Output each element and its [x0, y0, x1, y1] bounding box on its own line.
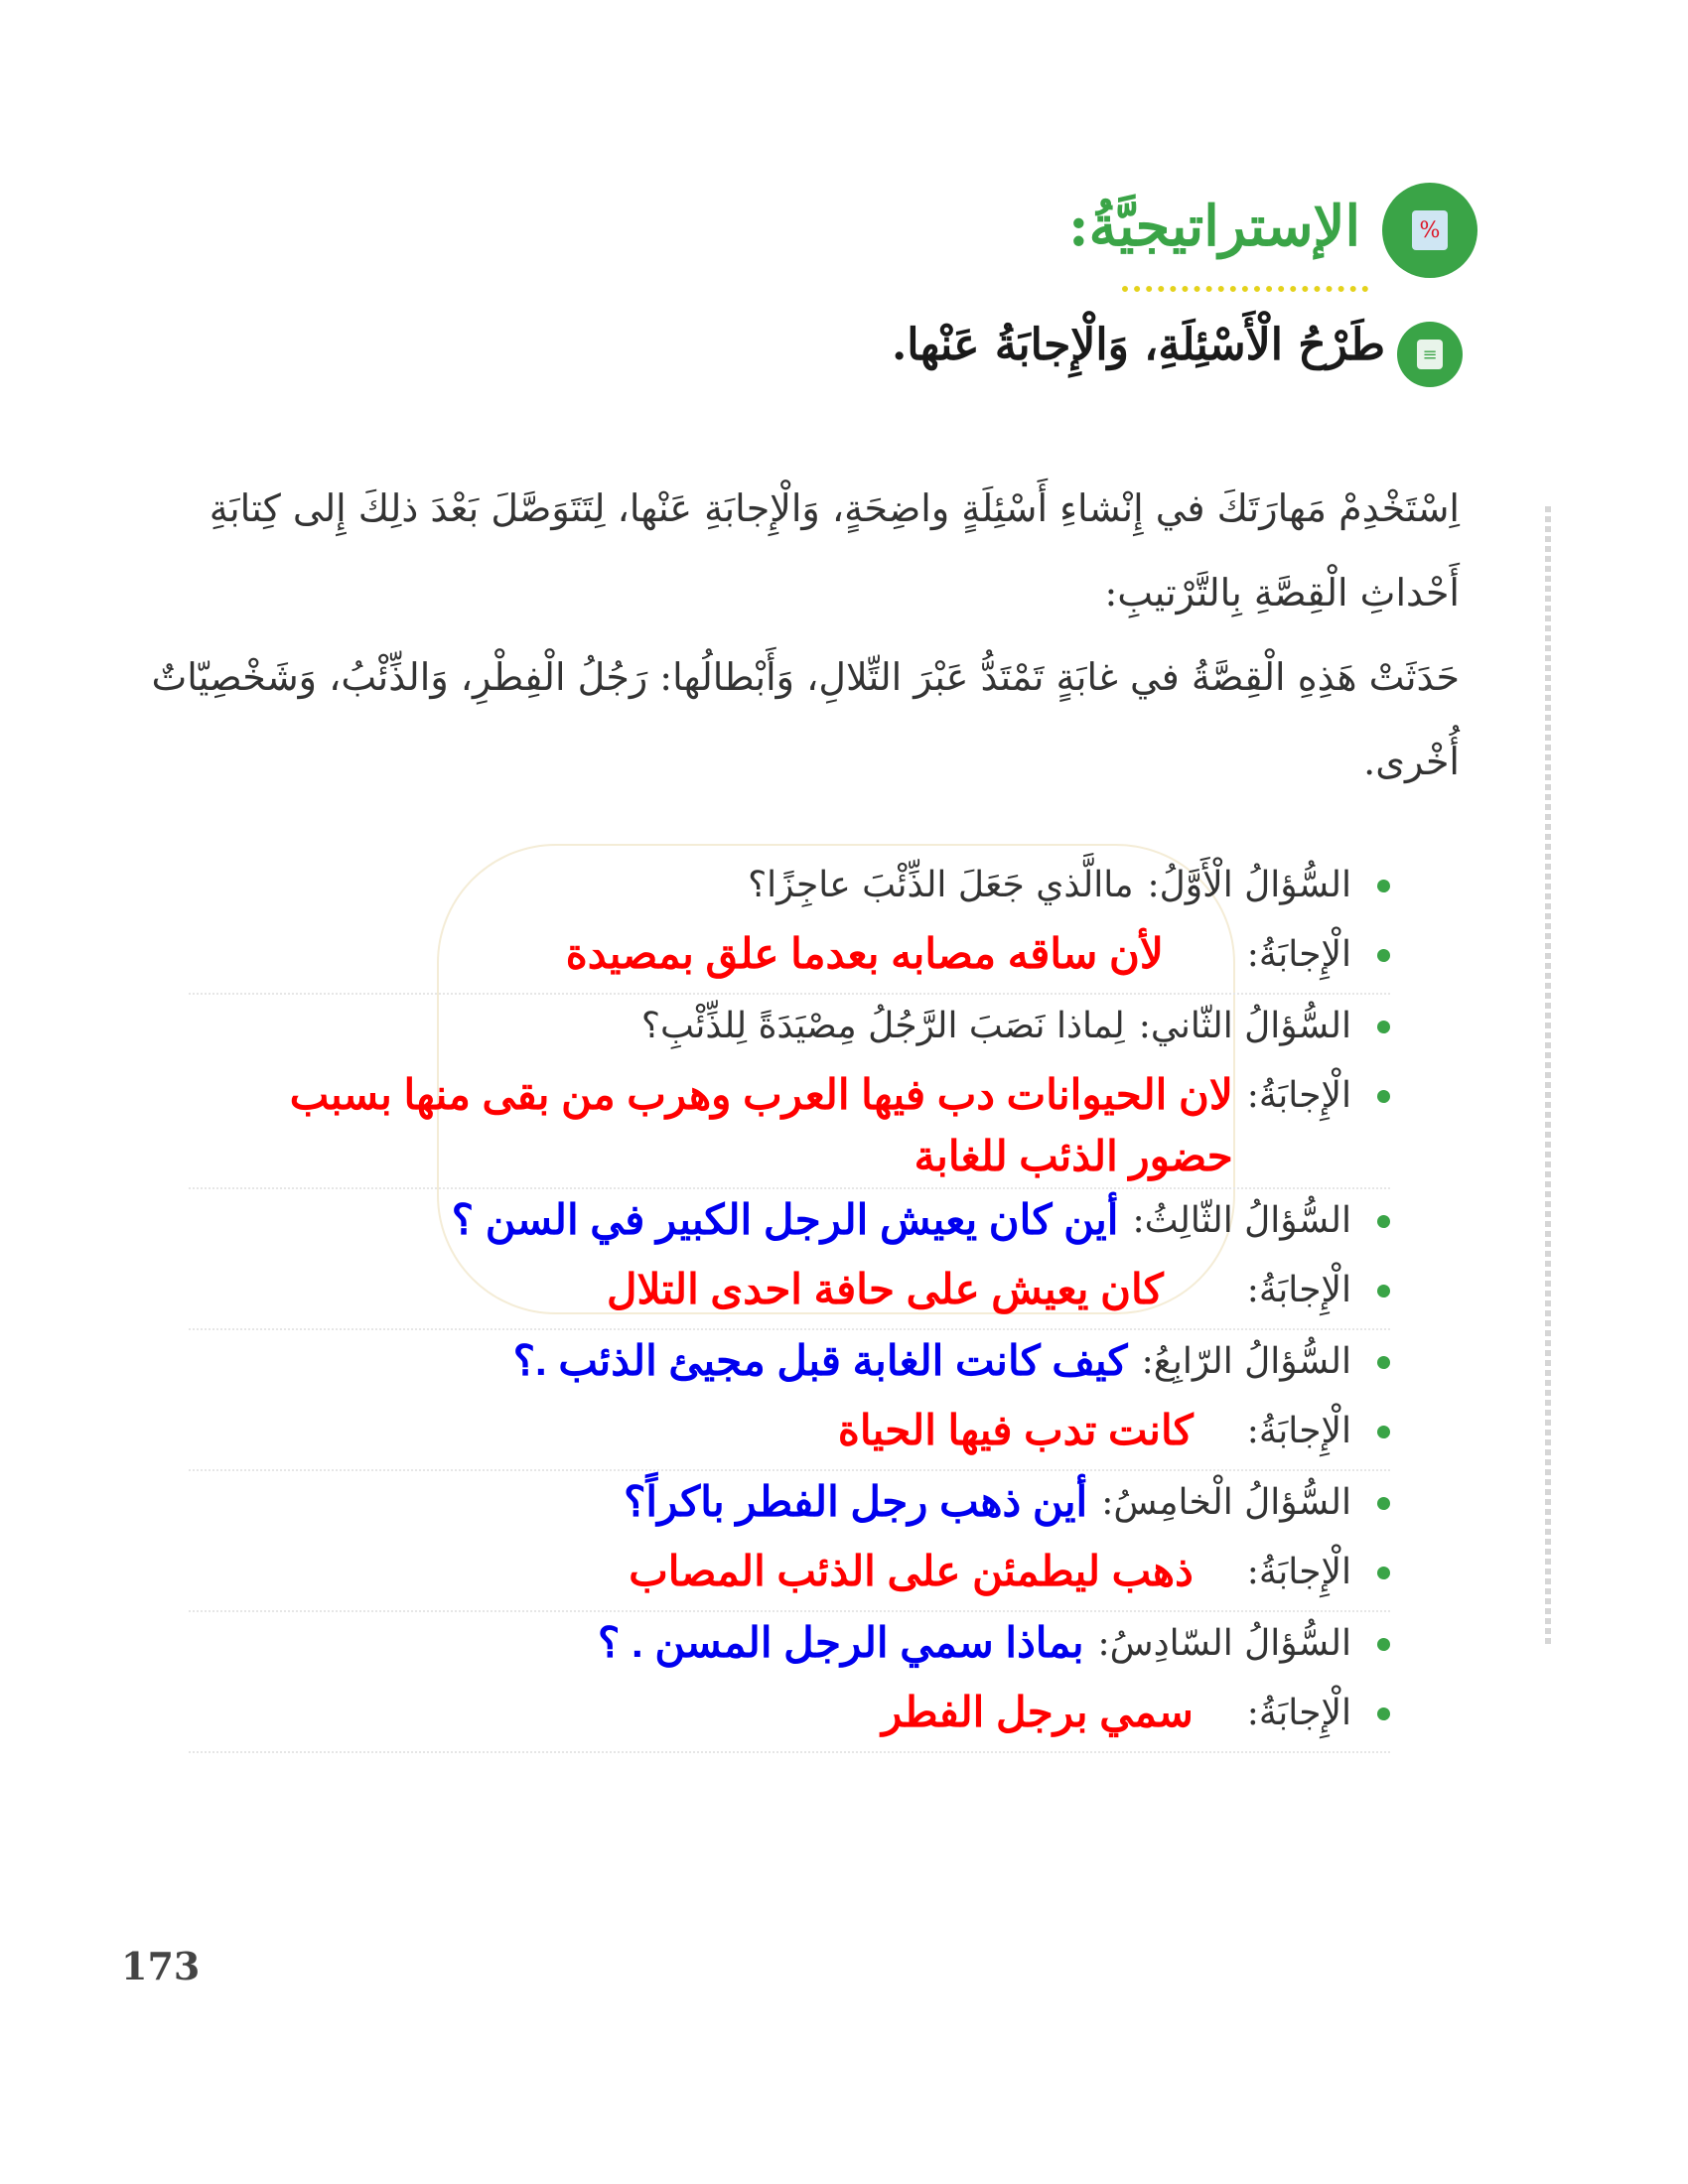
row-label: الْإِجابَةُ: [1246, 934, 1351, 975]
question-row [40, 1612, 1390, 1682]
row-label: الْإِجابَةُ: [1246, 1693, 1351, 1733]
handwritten-answer: ذهب ليطمئن على الذئب المصاب [629, 1548, 1194, 1594]
answer-row [189, 1541, 1390, 1612]
answer-row [189, 1259, 1390, 1330]
bullet-icon [1377, 1638, 1390, 1651]
question-answer-list [40, 854, 1390, 1753]
instruction-line: أُخْرى. [1363, 740, 1460, 783]
typed-question: أين كان يعيش الرجل الكبير في السن ؟ [451, 1196, 1119, 1243]
row-label: السُّؤالُ الْخامِسُ: [1101, 1482, 1351, 1523]
question-row [40, 995, 1390, 1064]
row-label: السُّؤالُ الرّابِعُ: [1141, 1341, 1351, 1382]
strategy-title: الإستراتيجيَّةُ: [1068, 194, 1360, 259]
handwritten-answer: كانت تدب فيها الحياة [837, 1407, 1194, 1453]
strategy-icon: % [1382, 183, 1477, 278]
handwritten-answer: سمي برجل الفطر [881, 1689, 1194, 1735]
answer-row [189, 1682, 1390, 1753]
row-label: السُّؤالُ السّادِسُ: [1097, 1623, 1351, 1664]
bullet-icon [1377, 1021, 1390, 1033]
typed-question: بماذا سمي الرجل المسن . ؟ [598, 1619, 1084, 1666]
bullet-icon [1377, 1707, 1390, 1720]
typed-question: كيف كانت الغابة قبل مجيئ الذئب .؟ [512, 1337, 1128, 1384]
bullet-icon [1377, 1215, 1390, 1228]
bullet-icon [1377, 1090, 1390, 1103]
row-label: الْإِجابَةُ: [1246, 1075, 1351, 1116]
answer-row [189, 1064, 1390, 1189]
title-underline [1122, 286, 1368, 292]
printed-question: ماالَّذي جَعَلَ الذِّئْبَ عاجِزًا؟ [748, 865, 1134, 905]
bullet-icon [1377, 1285, 1390, 1297]
bullet-icon [1377, 880, 1390, 892]
row-label: الْإِجابَةُ: [1246, 1411, 1351, 1451]
typed-question: أين ذهب رجل الفطر باكراً؟ [624, 1478, 1088, 1525]
question-row [40, 854, 1390, 923]
answer-row [189, 923, 1390, 995]
row-label: السُّؤالُ الثّاني: [1138, 1006, 1351, 1046]
row-label: السُّؤالُ الْأَوَّلُ: [1147, 865, 1351, 905]
bullet-icon [1377, 1356, 1390, 1369]
list-icon: ≡ [1397, 322, 1463, 387]
bullet-icon [1377, 1426, 1390, 1438]
question-row [40, 1189, 1390, 1259]
instruction-line: حَدَثَتْ هَذِهِ الْقِصَّةُ في غابَةٍ تَمْتَدُّ عَبْرَ التِّلالِ، وَأَبْطالُها: رَجُلُ الْفِطْرِ، وَالذِّئْبُ، وَشَخْصِيّاتٌ [151, 655, 1460, 699]
row-label: الْإِجابَةُ: [1246, 1270, 1351, 1310]
handwritten-answer: لان الحيوانات دب فيها العرب وهرب من بقى منها بسبب حضور الذئب للغابة [289, 1071, 1233, 1179]
instruction-line: أَحْداثِ الْقِصَّةِ بِالتَّرْتيبِ: [1104, 571, 1460, 614]
page-content [40, 467, 1460, 1753]
handwritten-answer: لأن ساقه مصابه بعدما علق بمصيدة [565, 930, 1164, 977]
bullet-icon [1377, 949, 1390, 962]
page-number: 173 [121, 1944, 201, 1988]
question-row [40, 1471, 1390, 1541]
side-copyright-strip [1545, 506, 1551, 1648]
printed-question: لِماذا نَصَبَ الرَّجُلُ مِصْيَدَةً لِلذِّئْبِ؟ [640, 1006, 1125, 1046]
instruction-line: اِسْتَخْدِمْ مَهارَتَكَ في إِنْشاءِ أَسْئِلَةٍ واضِحَةٍ، وَالْإِجابَةِ عَنْها، لِتَتَوَصَّلَ بَعْدَ ذلِكَ إِلى كِتابَةِ [209, 486, 1460, 530]
question-row [40, 1330, 1390, 1400]
handwritten-answer: كان يعيش على حافة احدى التلال [607, 1266, 1164, 1312]
row-label: السُّؤالُ الثّالِثُ: [1132, 1200, 1351, 1241]
bullet-icon [1377, 1497, 1390, 1510]
bullet-icon [1377, 1567, 1390, 1579]
row-label: الْإِجابَةُ: [1246, 1552, 1351, 1592]
strategy-name: طَرْحُ الْأَسْئِلَةِ، وَالْإِجابَةُ عَنْها. [891, 320, 1385, 370]
answer-row [189, 1400, 1390, 1471]
